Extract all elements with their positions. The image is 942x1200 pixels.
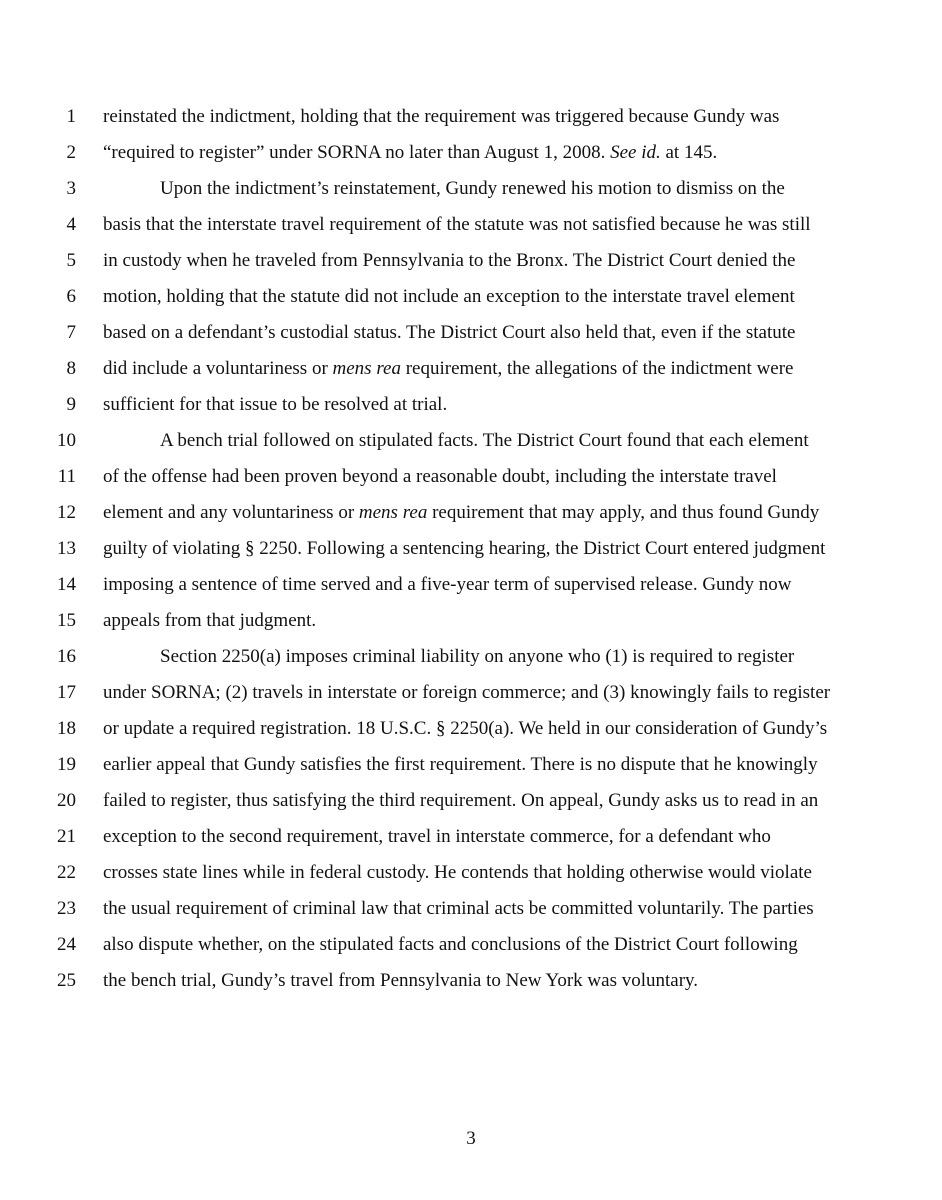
line-text: [103, 459, 777, 495]
text-segment: Section 2250(a) imposes criminal liability on anyone who (1) is required to register: [160, 646, 795, 667]
text-segment: crosses state lines while in federal custody. He contends that holding otherwise would violate: [103, 862, 812, 883]
text-segment: based on a defendant’s custodial status. The District Court also held that, even if the statute: [103, 322, 796, 343]
line-number: 17: [57, 682, 76, 703]
text-line: [0, 531, 942, 567]
text-line: [0, 603, 942, 639]
numbered-text-body: [0, 99, 942, 999]
italic-text-segment: See id.: [610, 142, 661, 163]
line-number: 23: [57, 898, 76, 919]
text-line: [0, 459, 942, 495]
text-line: [0, 423, 942, 459]
text-segment: basis that the interstate travel requirement of the statute was not satisfied because he was still: [103, 214, 811, 235]
page-number: 3: [466, 1128, 476, 1149]
text-segment: at 145.: [660, 142, 718, 163]
text-line: [0, 783, 942, 819]
line-number: 1: [66, 106, 76, 127]
line-text: [103, 603, 316, 639]
text-line: [0, 351, 942, 387]
line-number: 14: [57, 574, 76, 595]
text-line: [0, 99, 942, 135]
text-segment: under SORNA; (2) travels in interstate or foreign commerce; and (3) knowingly fails to register: [103, 682, 831, 703]
line-text: [103, 531, 825, 567]
text-segment: motion, holding that the statute did not include an exception to the interstate travel element: [103, 286, 795, 307]
line-text: [103, 747, 818, 783]
line-number: 3: [66, 178, 76, 199]
text-segment: appeals from that judgment.: [103, 610, 317, 631]
text-line: [0, 927, 942, 963]
text-segment: A bench trial followed on stipulated facts. The District Court found that each element: [160, 430, 809, 451]
text-segment: or update a required registration. 18 U.S.C. § 2250(a). We held in our consideration of Gundy’s: [103, 718, 828, 739]
text-line: [0, 639, 942, 675]
line-text: [103, 99, 779, 135]
text-line: [0, 171, 942, 207]
text-segment: of the offense had been proven beyond a reasonable doubt, including the interstate travel: [103, 466, 777, 487]
line-text: [103, 855, 812, 891]
line-text: [103, 207, 811, 243]
line-number: 4: [66, 214, 76, 235]
line-number: 20: [57, 790, 76, 811]
text-line: [0, 567, 942, 603]
line-number: 7: [66, 322, 76, 343]
text-line: [0, 135, 942, 171]
line-text: [160, 639, 794, 675]
text-segment: exception to the second requirement, travel in interstate commerce, for a defendant who: [103, 826, 771, 847]
text-line: [0, 819, 942, 855]
line-number: 22: [57, 862, 76, 883]
text-line: [0, 279, 942, 315]
line-number: 24: [57, 934, 76, 955]
line-number: 16: [57, 646, 76, 667]
line-text: [103, 963, 698, 999]
line-text: [103, 351, 793, 387]
line-number: 9: [66, 394, 76, 415]
line-number: 12: [57, 502, 76, 523]
text-line: [0, 891, 942, 927]
line-number: 2: [66, 142, 76, 163]
text-segment: requirement that may apply, and thus found Gundy: [427, 502, 820, 523]
line-number: 25: [57, 970, 76, 991]
line-number: 5: [66, 250, 76, 271]
line-text: [103, 243, 795, 279]
line-number: 19: [57, 754, 76, 775]
line-number: 18: [57, 718, 76, 739]
line-text: [103, 675, 830, 711]
line-text: [103, 135, 717, 171]
text-segment: sufficient for that issue to be resolved at trial.: [103, 394, 448, 415]
line-number: 11: [57, 466, 76, 487]
text-line: [0, 675, 942, 711]
text-line: [0, 207, 942, 243]
text-line: [0, 747, 942, 783]
text-line: [0, 387, 942, 423]
line-number: 8: [66, 358, 76, 379]
text-segment: guilty of violating § 2250. Following a sentencing hearing, the District Court entered judgment: [103, 538, 826, 559]
text-segment: the usual requirement of criminal law that criminal acts be committed voluntarily. The parties: [103, 898, 814, 919]
line-text: [103, 495, 819, 531]
italic-text-segment: mens rea: [332, 358, 401, 379]
line-text: [103, 387, 447, 423]
text-segment: reinstated the indictment, holding that the requirement was triggered because Gundy was: [103, 106, 780, 127]
line-text: [103, 927, 798, 963]
text-segment: element and any voluntariness or: [103, 502, 359, 523]
line-text: [160, 171, 785, 207]
line-text: [103, 315, 795, 351]
italic-text-segment: mens rea: [358, 502, 428, 523]
text-line: [0, 315, 942, 351]
text-line: [0, 495, 942, 531]
text-segment: the bench trial, Gundy’s travel from Pennsylvania to New York was voluntary.: [103, 970, 699, 991]
line-text: [103, 783, 818, 819]
text-line: [0, 243, 942, 279]
text-segment: failed to register, thus satisfying the third requirement. On appeal, Gundy asks us to read in an: [103, 790, 819, 811]
line-number: 10: [57, 430, 76, 451]
line-text: [103, 711, 827, 747]
line-number: 6: [66, 286, 76, 307]
line-number: 21: [57, 826, 76, 847]
line-number: 13: [57, 538, 76, 559]
line-number: 15: [57, 610, 76, 631]
text-segment: also dispute whether, on the stipulated facts and conclusions of the District Court following: [103, 934, 798, 955]
text-segment: Upon the indictment’s reinstatement, Gundy renewed his motion to dismiss on the: [160, 178, 785, 199]
text-segment: did include a voluntariness or: [103, 358, 333, 379]
line-text: [103, 891, 814, 927]
line-text: [103, 279, 795, 315]
text-segment: “required to register” under SORNA no later than August 1, 2008.: [103, 142, 611, 163]
line-text: [103, 819, 771, 855]
text-segment: earlier appeal that Gundy satisfies the first requirement. There is no dispute that he knowingly: [103, 754, 818, 775]
text-line: [0, 855, 942, 891]
text-segment: in custody when he traveled from Pennsylvania to the Bronx. The District Court denied the: [103, 250, 796, 271]
line-text: [160, 423, 809, 459]
text-line: [0, 711, 942, 747]
text-line: [0, 963, 942, 999]
line-text: [103, 567, 792, 603]
text-segment: imposing a sentence of time served and a five-year term of supervised release. Gundy now: [103, 574, 792, 595]
text-segment: requirement, the allegations of the indictment were: [400, 358, 794, 379]
